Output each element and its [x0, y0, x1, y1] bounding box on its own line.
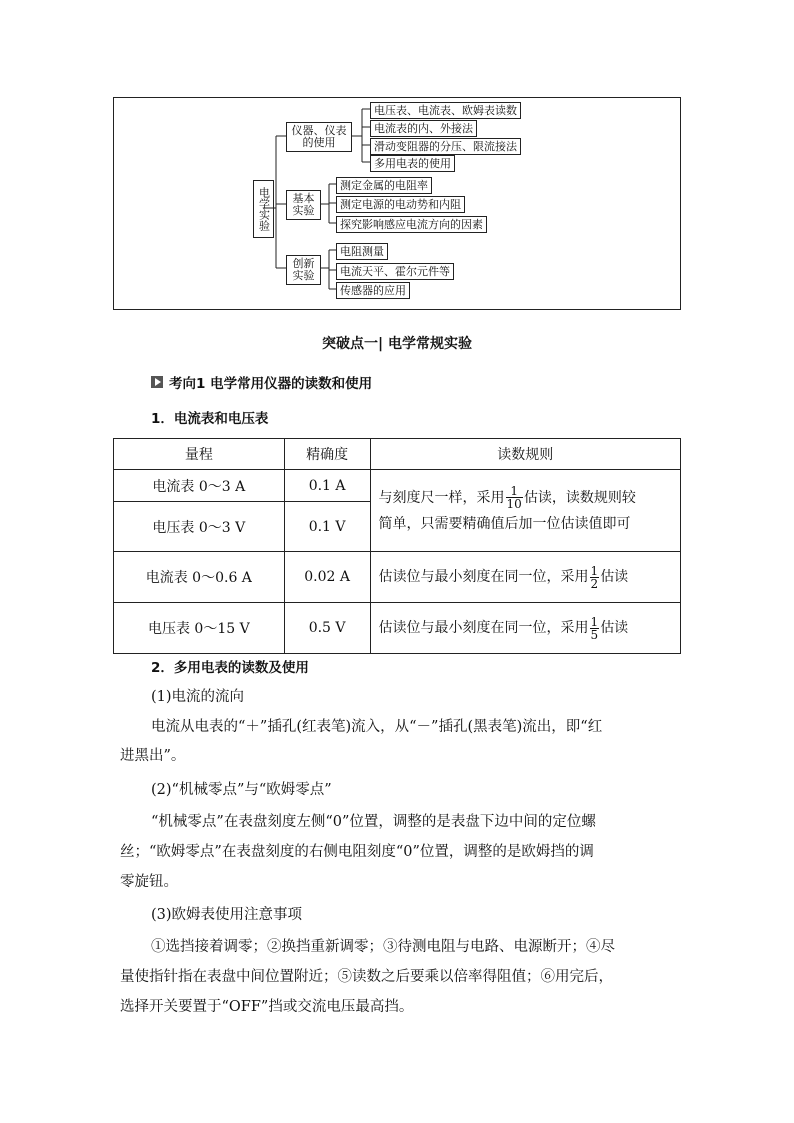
rule-text: 简单，只需要精确值后加一位估读值即可 [378, 515, 631, 532]
table-row [114, 552, 681, 603]
cell-range: 电压表 0～3 V [114, 502, 285, 552]
fraction: $\frac{1}{10}$ [506, 484, 522, 511]
p3-title: (3)欧姆表使用注意事项 [151, 907, 303, 923]
play-triangle-icon [151, 376, 163, 388]
cell-range: 电流表 0～0.6 A [114, 552, 285, 603]
header-precision: 精确度 [284, 439, 370, 470]
fraction: $\frac{1}{5}$ [590, 614, 599, 642]
mindmap-item: 滑动变阻器的分压、限流接法 [370, 138, 521, 155]
p1-line: 进黑出”。 [120, 748, 186, 764]
item-2-title: 2．多用电表的读数及使用 [151, 660, 309, 676]
fraction: $\frac{1}{2}$ [590, 563, 599, 591]
section-title: 突破点一| 电学常规实验 [322, 336, 472, 352]
p2-line: 零旋钮。 [120, 874, 178, 890]
p1-title: (1)电流的流向 [151, 689, 245, 705]
cell-precision: 0.5 V [284, 603, 370, 654]
p3-line: ①选挡接着调零；②换挡重新调零；③待测电阻与电路、电源断开；④尽 [151, 939, 615, 955]
p3-line: 选择开关要置于“OFF”挡或交流电压最高挡。 [120, 999, 414, 1015]
subsection-heading [151, 372, 372, 392]
mindmap-item: 电阻测量 [336, 243, 388, 260]
mindmap-item: 电压表、电流表、欧姆表读数 [370, 102, 521, 119]
mindmap-group-instruments: 仪器、仪表的使用 [286, 122, 352, 152]
meter-table [113, 438, 681, 654]
rule-text: 估读，读数规则较 [523, 489, 636, 506]
table-header-row [114, 439, 681, 470]
mindmap-group-basic: 基本实验 [286, 190, 321, 220]
p2-title: (2)“机械零点”与“欧姆零点” [151, 782, 332, 798]
table-row [114, 603, 681, 654]
item-1-title: 1．电流表和电压表 [151, 411, 269, 427]
cell-rule: 估读位与最小刻度在同一位，采用 $\frac{1}{2}$ 估读 [370, 552, 680, 603]
p1-line: 电流从电表的“＋”插孔(红表笔)流入，从“－”插孔(黑表笔)流出，即“红 [151, 719, 603, 735]
table-row [114, 470, 681, 502]
cell-precision: 0.1 A [284, 470, 370, 502]
mindmap-item: 测定金属的电阻率 [336, 177, 432, 194]
knowledge-mindmap [113, 97, 681, 310]
header-rule: 读数规则 [370, 439, 680, 470]
mindmap-item: 传感器的应用 [336, 282, 410, 299]
mindmap-item: 电流表的内、外接法 [370, 120, 477, 137]
mindmap-group-innovative: 创新实验 [286, 255, 321, 285]
mindmap-item: 探究影响感应电流方向的因素 [336, 216, 487, 233]
cell-rule: 估读位与最小刻度在同一位，采用 $\frac{1}{5}$ 估读 [370, 603, 680, 654]
mindmap-item: 测定电源的电动势和内阻 [336, 196, 465, 213]
p3-line: 量使指针指在表盘中间位置附近；⑤读数之后要乘以倍率得阻值；⑥用完后， [120, 969, 613, 985]
mindmap-item: 电流天平、霍尔元件等 [336, 263, 454, 280]
cell-range: 电压表 0～15 V [114, 603, 285, 654]
p2-line: 丝；“欧姆零点”在表盘刻度的右侧电阻刻度“0”位置，调整的是欧姆挡的调 [120, 844, 594, 860]
cell-range: 电流表 0～3 A [114, 470, 285, 502]
header-range: 量程 [114, 439, 285, 470]
cell-precision: 0.1 V [284, 502, 370, 552]
p2-line: “机械零点”在表盘刻度左侧“0”位置，调整的是表盘下边中间的定位螺 [151, 814, 596, 830]
mindmap-item: 多用电表的使用 [370, 155, 455, 172]
subsection-label: 考向1 电学常用仪器的读数和使用 [169, 376, 373, 392]
cell-rule [370, 470, 680, 552]
cell-precision: 0.02 A [284, 552, 370, 603]
mindmap-root: 电学实验 [253, 180, 274, 238]
rule-text: 与刻度尺一样，采用 [378, 489, 505, 506]
